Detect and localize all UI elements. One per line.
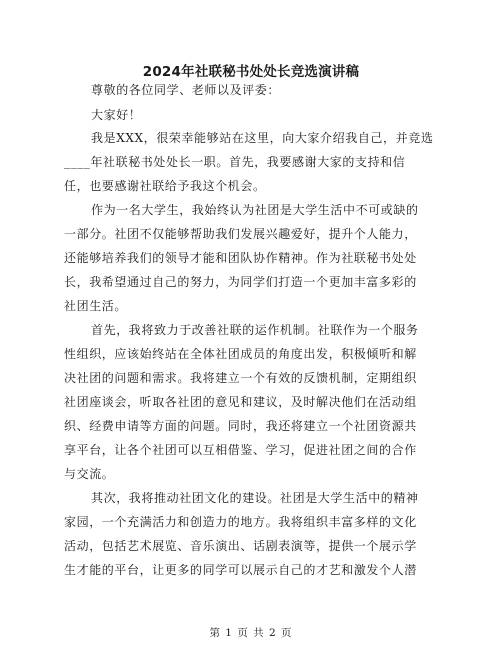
paragraph-line: 享平台，让各个社团可以互相借鉴、学习，促进社团之间的合作 <box>64 443 417 457</box>
paragraph-line: 家园，一个充满活力和创造力的地方。我将组织丰富多样的文化 <box>64 515 417 529</box>
page-number-footer: 第 1 页 共 2 页 <box>209 627 293 639</box>
paragraph-line: 作为一名大学生，我始终认为社团是大学生活中不可或缺的 <box>91 203 419 217</box>
paragraph-line: 我是XXX，很荣幸能够站在这里，向大家介绍我自己，并竞选 <box>91 131 434 145</box>
paragraph-line: 与交流。 <box>64 467 115 481</box>
paragraph-line: 任，也要感谢社联给予我这个机会。 <box>64 179 266 193</box>
paragraph-line: 还能够培养我们的领导才能和团队协作精神。作为社联秘书处处 <box>64 251 417 265</box>
paragraph-line: 生才能的平台，让更多的同学可以展示自己的才艺和激发个人潜 <box>64 563 417 577</box>
paragraph-line: 长，我希望通过自己的努力，为同学们打造一个更加丰富多彩的 <box>64 275 417 289</box>
paragraph-line: 社团座谈会，听取各社团的意见和建议，及时解决他们在活动组 <box>64 395 417 409</box>
paragraph-line: 织、经费申请等方面的问题。同时，我还将建立一个社团资源共 <box>64 419 417 433</box>
salutation-line: 尊敬的各位同学、老师以及评委： <box>91 83 281 97</box>
paragraph-line: 活动，包括艺术展览、音乐演出、话剧表演等，提供一个展示学 <box>64 539 417 553</box>
greeting-line: 大家好！ <box>91 108 142 122</box>
paragraph-line: 其次，我将推动社团文化的建设。社团是大学生活中的精神 <box>91 491 419 505</box>
paragraph-line: 社团生活。 <box>64 299 128 313</box>
document-title: 2024年社联秘书处处长竞选演讲稿 <box>142 64 360 80</box>
paragraph-line: 一部分。社团不仅能够帮助我们发展兴趣爱好，提升个人能力， <box>64 227 417 241</box>
paragraph-line: ____年社联秘书处处长一职。首先，我要感谢大家的支持和信 <box>64 155 406 169</box>
paragraph-line: 性组织，应该始终站在全体社团成员的角度出发，积极倾听和解 <box>64 347 417 361</box>
paragraph-line: 决社团的问题和需求。我将建立一个有效的反馈机制，定期组织 <box>64 371 417 385</box>
paragraph-line: 首先，我将致力于改善社联的运作机制。社联作为一个服务 <box>91 323 419 337</box>
